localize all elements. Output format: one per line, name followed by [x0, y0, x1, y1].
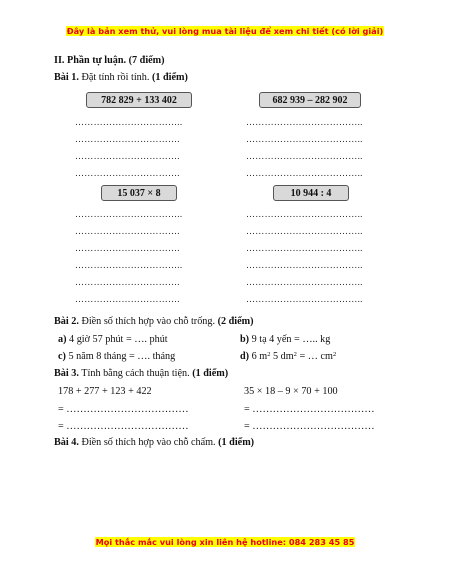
expr-box-3: 15 037 × 8 — [101, 185, 177, 201]
bai2-heading — [54, 316, 254, 328]
superscript: 2 — [332, 351, 337, 358]
bai3-text: Tính bằng cách thuận tiện. — [81, 368, 190, 379]
bai2-item-c — [58, 351, 175, 363]
item-text: 9 tạ 4 yến = ….. kg — [251, 334, 331, 345]
item-key: a) — [58, 334, 67, 345]
answer-line: ……………………………….. — [246, 294, 363, 304]
item-key: c) — [58, 351, 66, 362]
bai4-label: Bài 4. — [54, 437, 79, 448]
bai2-points: (2 điểm) — [217, 316, 254, 327]
answer-line: ……………………………….. — [246, 168, 363, 178]
item-text: = … cm — [296, 351, 333, 362]
bai1-points: (1 điểm) — [151, 72, 188, 83]
bai3-expr-right: 35 × 18 – 9 × 70 + 100 — [244, 386, 338, 397]
answer-line: ……………………………. — [75, 134, 180, 144]
answer-line: ……………………………….. — [246, 243, 363, 253]
answer-line: ……………………………. — [75, 151, 180, 161]
superscript: 2 — [267, 351, 271, 358]
item-key: d) — [240, 351, 250, 362]
bai3-label: Bài 3. — [54, 368, 79, 379]
item-text: 5 dm — [270, 351, 294, 362]
bai2-item-a — [58, 334, 168, 346]
answer-line: ……………………………….. — [246, 151, 363, 161]
answer-line: ……………………………….. — [246, 226, 363, 236]
top-preview-banner: Đây là bản xem thử, vui lòng mua tài liệu để xem chi tiết (có lời giải) — [66, 26, 384, 36]
answer-line: ……………………………. — [75, 277, 180, 287]
section-title: II. Phần tự luận. (7 điểm) — [54, 55, 165, 66]
answer-line: ……………………………….. — [246, 134, 363, 144]
expr-box-2: 682 939 – 282 902 — [259, 92, 361, 108]
answer-line: ……………………………. — [75, 168, 180, 178]
answer-line: ……………………………….. — [246, 260, 363, 270]
expr-box-1: 782 829 + 133 402 — [86, 92, 192, 108]
answer-line: ……………………………….. — [246, 117, 363, 127]
equation-line: = ……………………………… — [244, 421, 375, 432]
answer-line: …………………………….. — [75, 260, 183, 270]
bai1-text: Đặt tính rồi tính. — [81, 72, 150, 83]
bai2-item-d — [240, 351, 336, 363]
answer-line: …………………………….. — [75, 117, 183, 127]
bai1-label: Bài 1. — [54, 72, 79, 83]
bai3-expr-left: 178 + 277 + 123 + 422 — [58, 386, 152, 397]
bai1-heading — [54, 72, 188, 84]
bai4-points: (1 điểm) — [218, 437, 255, 448]
answer-line: ……………………………. — [75, 243, 180, 253]
item-key: b) — [240, 334, 250, 345]
superscript: 2 — [293, 351, 297, 358]
item-text: 5 năm 8 tháng = …. tháng — [68, 351, 176, 362]
bai4-text: Điền số thích hợp vào chỗ chấm. — [81, 437, 216, 448]
item-text: 4 giờ 57 phút = …. phút — [69, 334, 168, 345]
bai3-heading — [54, 368, 228, 380]
answer-line: ……………………………. — [75, 226, 180, 236]
answer-line: ……………………………….. — [246, 277, 363, 287]
bai4-heading — [54, 437, 254, 449]
bai2-text: Điền số thích hợp vào chỗ trống. — [81, 316, 216, 327]
equation-line: = ……………………………… — [58, 421, 189, 432]
bai2-item-b — [240, 334, 330, 346]
bai3-points: (1 điểm) — [192, 368, 229, 379]
bai2-label: Bài 2. — [54, 316, 79, 327]
expr-box-4: 10 944 : 4 — [273, 185, 349, 201]
answer-line: ……………………………….. — [246, 209, 363, 219]
equation-line: = ……………………………… — [244, 404, 375, 415]
answer-line: ……………………………. — [75, 294, 180, 304]
answer-line: …………………………….. — [75, 209, 183, 219]
item-text: 6 m — [251, 351, 268, 362]
bottom-hotline-banner: Mọi thắc mắc vui lòng xin liên hệ hotline: 084 283 45 85 — [95, 537, 355, 547]
equation-line: = ……………………………… — [58, 404, 189, 415]
